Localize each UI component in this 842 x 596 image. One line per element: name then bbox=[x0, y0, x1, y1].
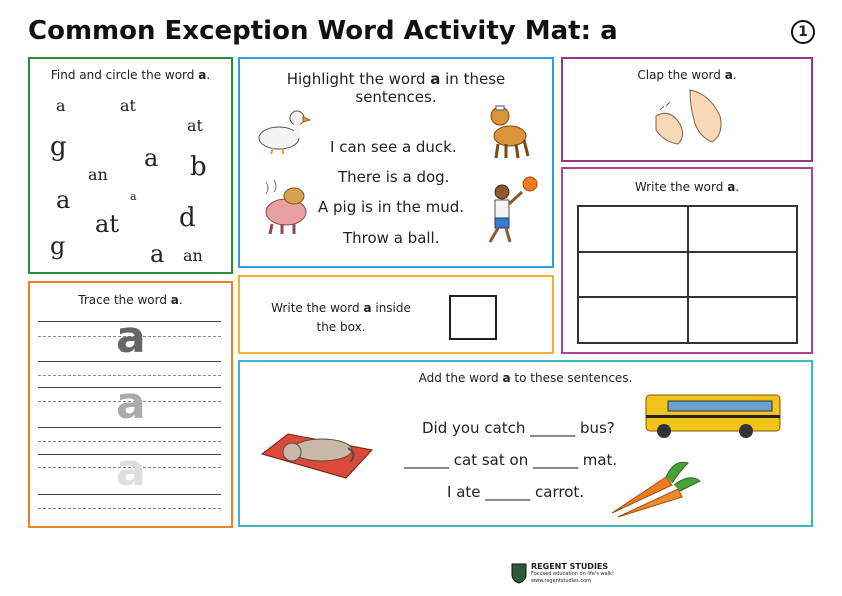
find-word[interactable]: a bbox=[150, 240, 165, 268]
trace-guide-line bbox=[38, 508, 221, 509]
highlight-sentence[interactable]: A pig is in the mud. bbox=[318, 198, 464, 216]
writing-cell[interactable] bbox=[688, 206, 798, 252]
add-sentence-1: Did you catch ______ bus? bbox=[422, 419, 615, 437]
find-word[interactable]: g bbox=[50, 232, 66, 260]
find-word[interactable]: g bbox=[50, 132, 67, 162]
logo-tagline: Focused education on life's walk! bbox=[531, 571, 614, 577]
writing-cell[interactable] bbox=[578, 252, 688, 298]
writing-cell[interactable] bbox=[578, 206, 688, 252]
trace-instruction: Trace the word a. bbox=[78, 293, 183, 307]
find-word[interactable]: a bbox=[56, 186, 71, 214]
page-number: 1 bbox=[791, 20, 815, 44]
trace-guide-line bbox=[38, 441, 221, 442]
writing-cell[interactable] bbox=[578, 297, 688, 343]
find-word[interactable]: a bbox=[56, 96, 66, 115]
writing-cell[interactable] bbox=[688, 252, 798, 298]
writing-grid bbox=[577, 205, 798, 344]
logo-name: REGENT STUDIES bbox=[531, 562, 609, 571]
clapping-hands-illustration bbox=[650, 86, 726, 148]
find-word[interactable]: an bbox=[88, 165, 108, 184]
answer-blank[interactable]: ______ bbox=[530, 419, 576, 437]
dog-illustration bbox=[482, 100, 534, 162]
write-box-instruction: Write the word a inside the box. bbox=[271, 301, 411, 334]
add-instruction: Add the word a to these sentences. bbox=[418, 371, 633, 385]
write-grid-instruction: Write the word a. bbox=[634, 180, 740, 194]
highlight-sentence[interactable]: Throw a ball. bbox=[343, 229, 440, 247]
highlight-sentence[interactable]: I can see a duck. bbox=[330, 138, 457, 156]
shield-logo-icon bbox=[510, 562, 528, 584]
find-word[interactable]: a bbox=[130, 190, 137, 203]
answer-blank[interactable]: ______ bbox=[404, 451, 449, 469]
highlight-sentence[interactable]: There is a dog. bbox=[338, 168, 450, 186]
find-word[interactable]: at bbox=[95, 210, 119, 238]
duck-illustration bbox=[255, 104, 311, 156]
trace-guide-line bbox=[38, 375, 221, 376]
answer-blank[interactable]: ______ bbox=[532, 451, 578, 469]
answer-blank[interactable]: ______ bbox=[485, 483, 531, 501]
pig-illustration bbox=[258, 178, 312, 238]
page-title: Common Exception Word Activity Mat: a bbox=[28, 16, 618, 46]
add-sentence-2: ______ cat sat on ______ mat. bbox=[404, 451, 618, 469]
trace-letter[interactable]: a bbox=[116, 445, 146, 496]
find-word[interactable]: an bbox=[183, 246, 203, 265]
logo-url: www.regentstudies.com bbox=[531, 578, 592, 584]
write-box-answer[interactable] bbox=[449, 295, 497, 340]
carrots-illustration bbox=[608, 455, 704, 519]
find-word[interactable]: a bbox=[144, 144, 159, 172]
boy-throwing-ball-illustration bbox=[482, 176, 540, 248]
clap-instruction: Clap the word a. bbox=[637, 68, 737, 82]
find-word[interactable]: b bbox=[190, 152, 207, 182]
school-bus-illustration bbox=[642, 389, 782, 441]
find-word[interactable]: d bbox=[179, 203, 196, 233]
highlight-instruction: Highlight the word a in these sentences. bbox=[286, 70, 506, 106]
writing-cell[interactable] bbox=[688, 297, 798, 343]
find-word[interactable]: at bbox=[187, 116, 203, 135]
cat-on-mat-illustration bbox=[258, 424, 376, 480]
trace-letter[interactable]: a bbox=[116, 378, 146, 429]
find-word[interactable]: at bbox=[120, 96, 136, 115]
trace-letter[interactable]: a bbox=[116, 312, 146, 363]
add-sentence-3: I ate ______ carrot. bbox=[447, 483, 585, 501]
find-instruction: Find and circle the word a. bbox=[50, 68, 211, 82]
